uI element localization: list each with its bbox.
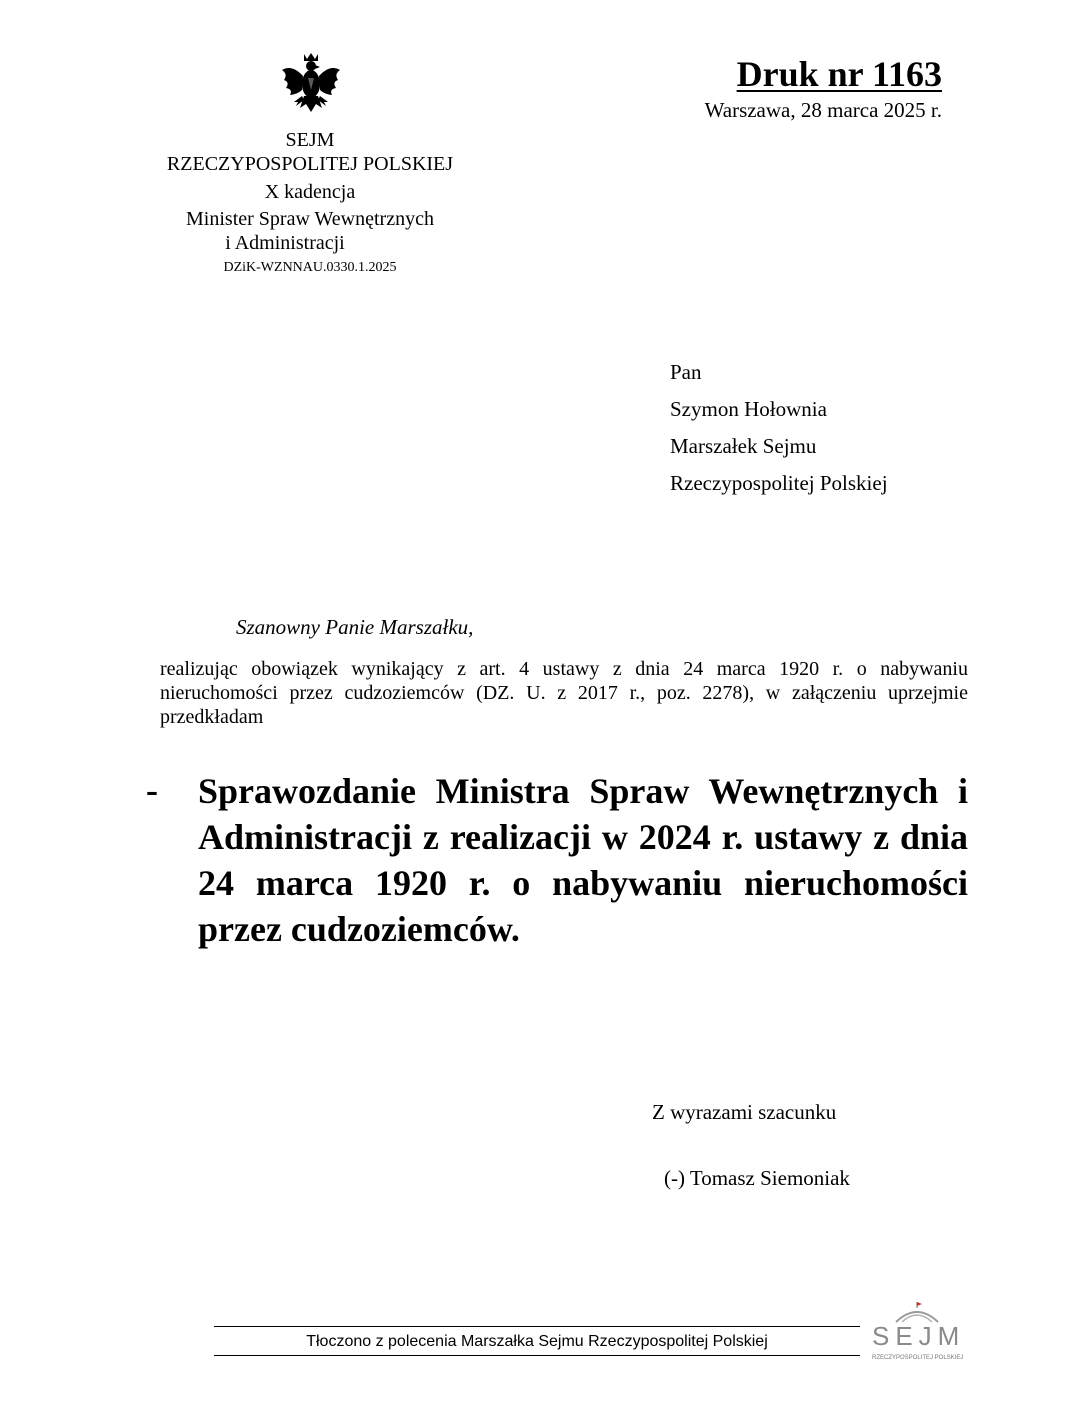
salutation: Szanowny Panie Marszałku, xyxy=(236,615,474,639)
closing: Z wyrazami szacunku xyxy=(652,1100,837,1124)
print-number: Druk nr 1163 xyxy=(736,54,942,94)
footer-divider xyxy=(214,1326,860,1327)
header-administration: i Administracji xyxy=(225,232,345,254)
sejm-logo-word: SEJM xyxy=(872,1321,966,1351)
document-date: Warszawa, 28 marca 2025 r. xyxy=(704,98,942,122)
footer-divider xyxy=(214,1355,860,1356)
polish-eagle-icon xyxy=(278,50,344,116)
addressee-line: Szymon Hołownia xyxy=(670,397,827,421)
addressee-line: Rzeczypospolitej Polskiej xyxy=(670,471,888,495)
footer-text: Tłoczono z polecenia Marszałka Sejmu Rzeczypospolitej Polskiej xyxy=(306,1333,768,1350)
header-republic: RZECZYPOSPOLITEJ POLSKIEJ xyxy=(166,153,454,175)
header-term: X kadencja xyxy=(264,181,356,203)
letter-body: realizując obowiązek wynikający z art. 4 ustawy z dnia 24 marca 1920 r. o nabywaniu nieruchomości przez cudzoziemców (DZ. U. z 2017 r., poz. 2278), w załączeniu uprzejmie przedkładam xyxy=(160,658,968,728)
header-sejm: SEJM xyxy=(285,129,335,151)
addressee-line: Marszałek Sejmu xyxy=(670,434,817,458)
addressee-line: Pan xyxy=(670,360,702,384)
bullet-dash: - xyxy=(146,770,158,810)
reference-number: DZiK-WZNNAU.0330.1.2025 xyxy=(223,260,397,275)
header-minister: Minister Spraw Wewnętrznych xyxy=(186,208,434,230)
sejm-logo xyxy=(872,1300,966,1370)
report-title: Sprawozdanie Ministra Spraw Wewnętrznych i Administracji z realizacji w 2024 r. ustawy z dnia 24 marca 1920 r. o nabywaniu nieruchomości przez cudzoziemców. xyxy=(198,771,968,949)
signature: (-) Tomasz Siemoniak xyxy=(664,1166,850,1190)
sejm-logo-subtitle: RZECZYPOSPOLITEJ POLSKIEJ xyxy=(872,1355,964,1361)
